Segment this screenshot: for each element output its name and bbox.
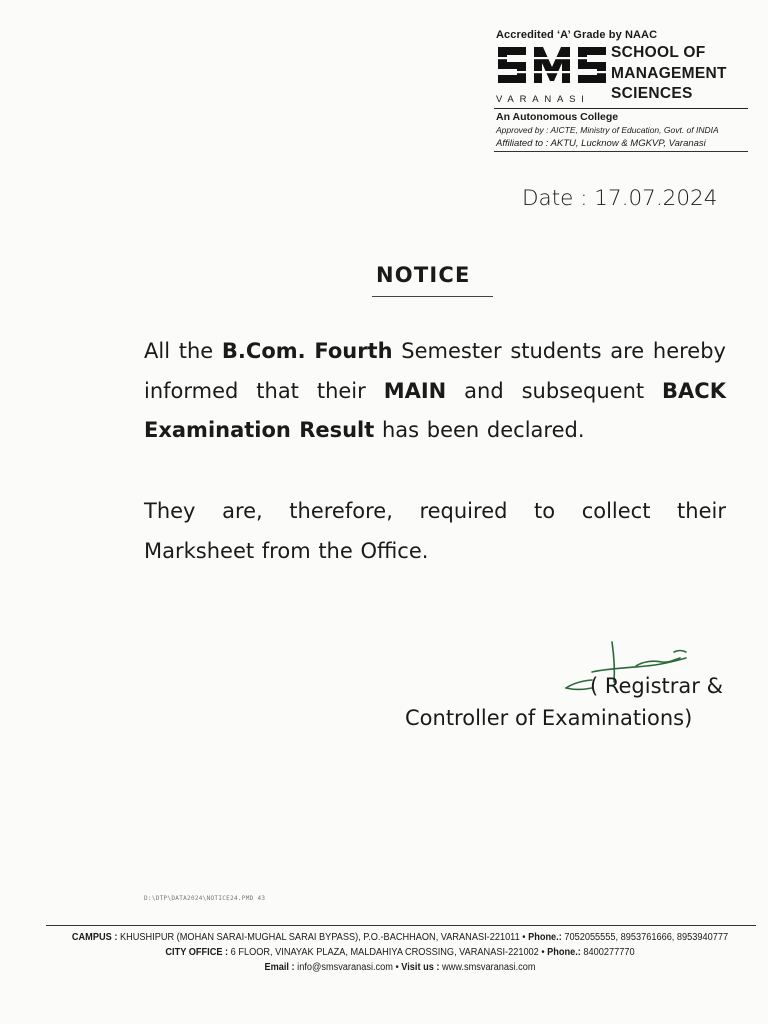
city-label: VARANASI bbox=[496, 94, 590, 105]
sms-logo bbox=[496, 43, 608, 91]
affiliated-to: Affiliated to : AKTU, Lucknow & MGKVP, Varanasi bbox=[496, 138, 706, 149]
footer-campus-line: CAMPUS : KHUSHIPUR (MOHAN SARAI-MUGHAL SARAI BYPASS), P.O.-BACHHAON, VARANASI-221011 • Phone.: 7052055555, 8953761666, 8953940777 bbox=[71, 932, 729, 943]
approved-by: Approved by : AICTE, Ministry of Education, Govt. of INDIA bbox=[496, 125, 719, 135]
signatory-title-line1: ( Registrar & bbox=[590, 674, 723, 698]
affiliation-underline bbox=[494, 151, 748, 152]
school-name-line2: MANAGEMENT bbox=[611, 65, 727, 82]
semester-name: Fourth bbox=[314, 339, 393, 363]
file-reference: D:\DTP\DATA2024\NOTICE24.PMD 43 bbox=[144, 895, 266, 902]
school-name-line3: SCIENCES bbox=[611, 85, 693, 102]
signatory-title-line2: Controller of Examinations) bbox=[405, 706, 693, 730]
footer-divider bbox=[46, 925, 756, 926]
main-exam-label: MAIN bbox=[383, 378, 447, 403]
footer-web-line: Email : info@smsvaranasi.com • Visit us : www.smsvaranasi.com bbox=[264, 962, 536, 973]
notice-title: NOTICE bbox=[376, 263, 471, 287]
school-name-line1: SCHOOL OF bbox=[611, 44, 706, 61]
notice-paragraph-2: They are, therefore, required to collect their Marksheet from the Office. bbox=[144, 499, 726, 563]
school-name bbox=[611, 42, 727, 84]
notice-title-underline bbox=[372, 296, 493, 297]
accreditation-text: Accredited ‘A’ Grade by NAAC bbox=[496, 29, 658, 41]
letterhead-divider bbox=[494, 108, 748, 109]
notice-paragraph-1: All the B.Com. Fourth Semester students are hereby informed that their MAIN and subsequent BACK Examination Result has been declared. bbox=[144, 339, 726, 442]
footer-city-office-line: CITY OFFICE : 6 FLOOR, VINAYAK PLAZA, MALDAHIYA CROSSING, VARANASI-221002 • Phone.: 8400277770 bbox=[165, 947, 635, 958]
back-exam-label: BACK Examination Result bbox=[144, 378, 726, 442]
course-name: B.Com. bbox=[221, 339, 306, 363]
footer-contact bbox=[32, 930, 768, 975]
notice-date: Date : 17.07.2024 bbox=[522, 186, 718, 211]
autonomous-label: An Autonomous College bbox=[496, 111, 619, 123]
